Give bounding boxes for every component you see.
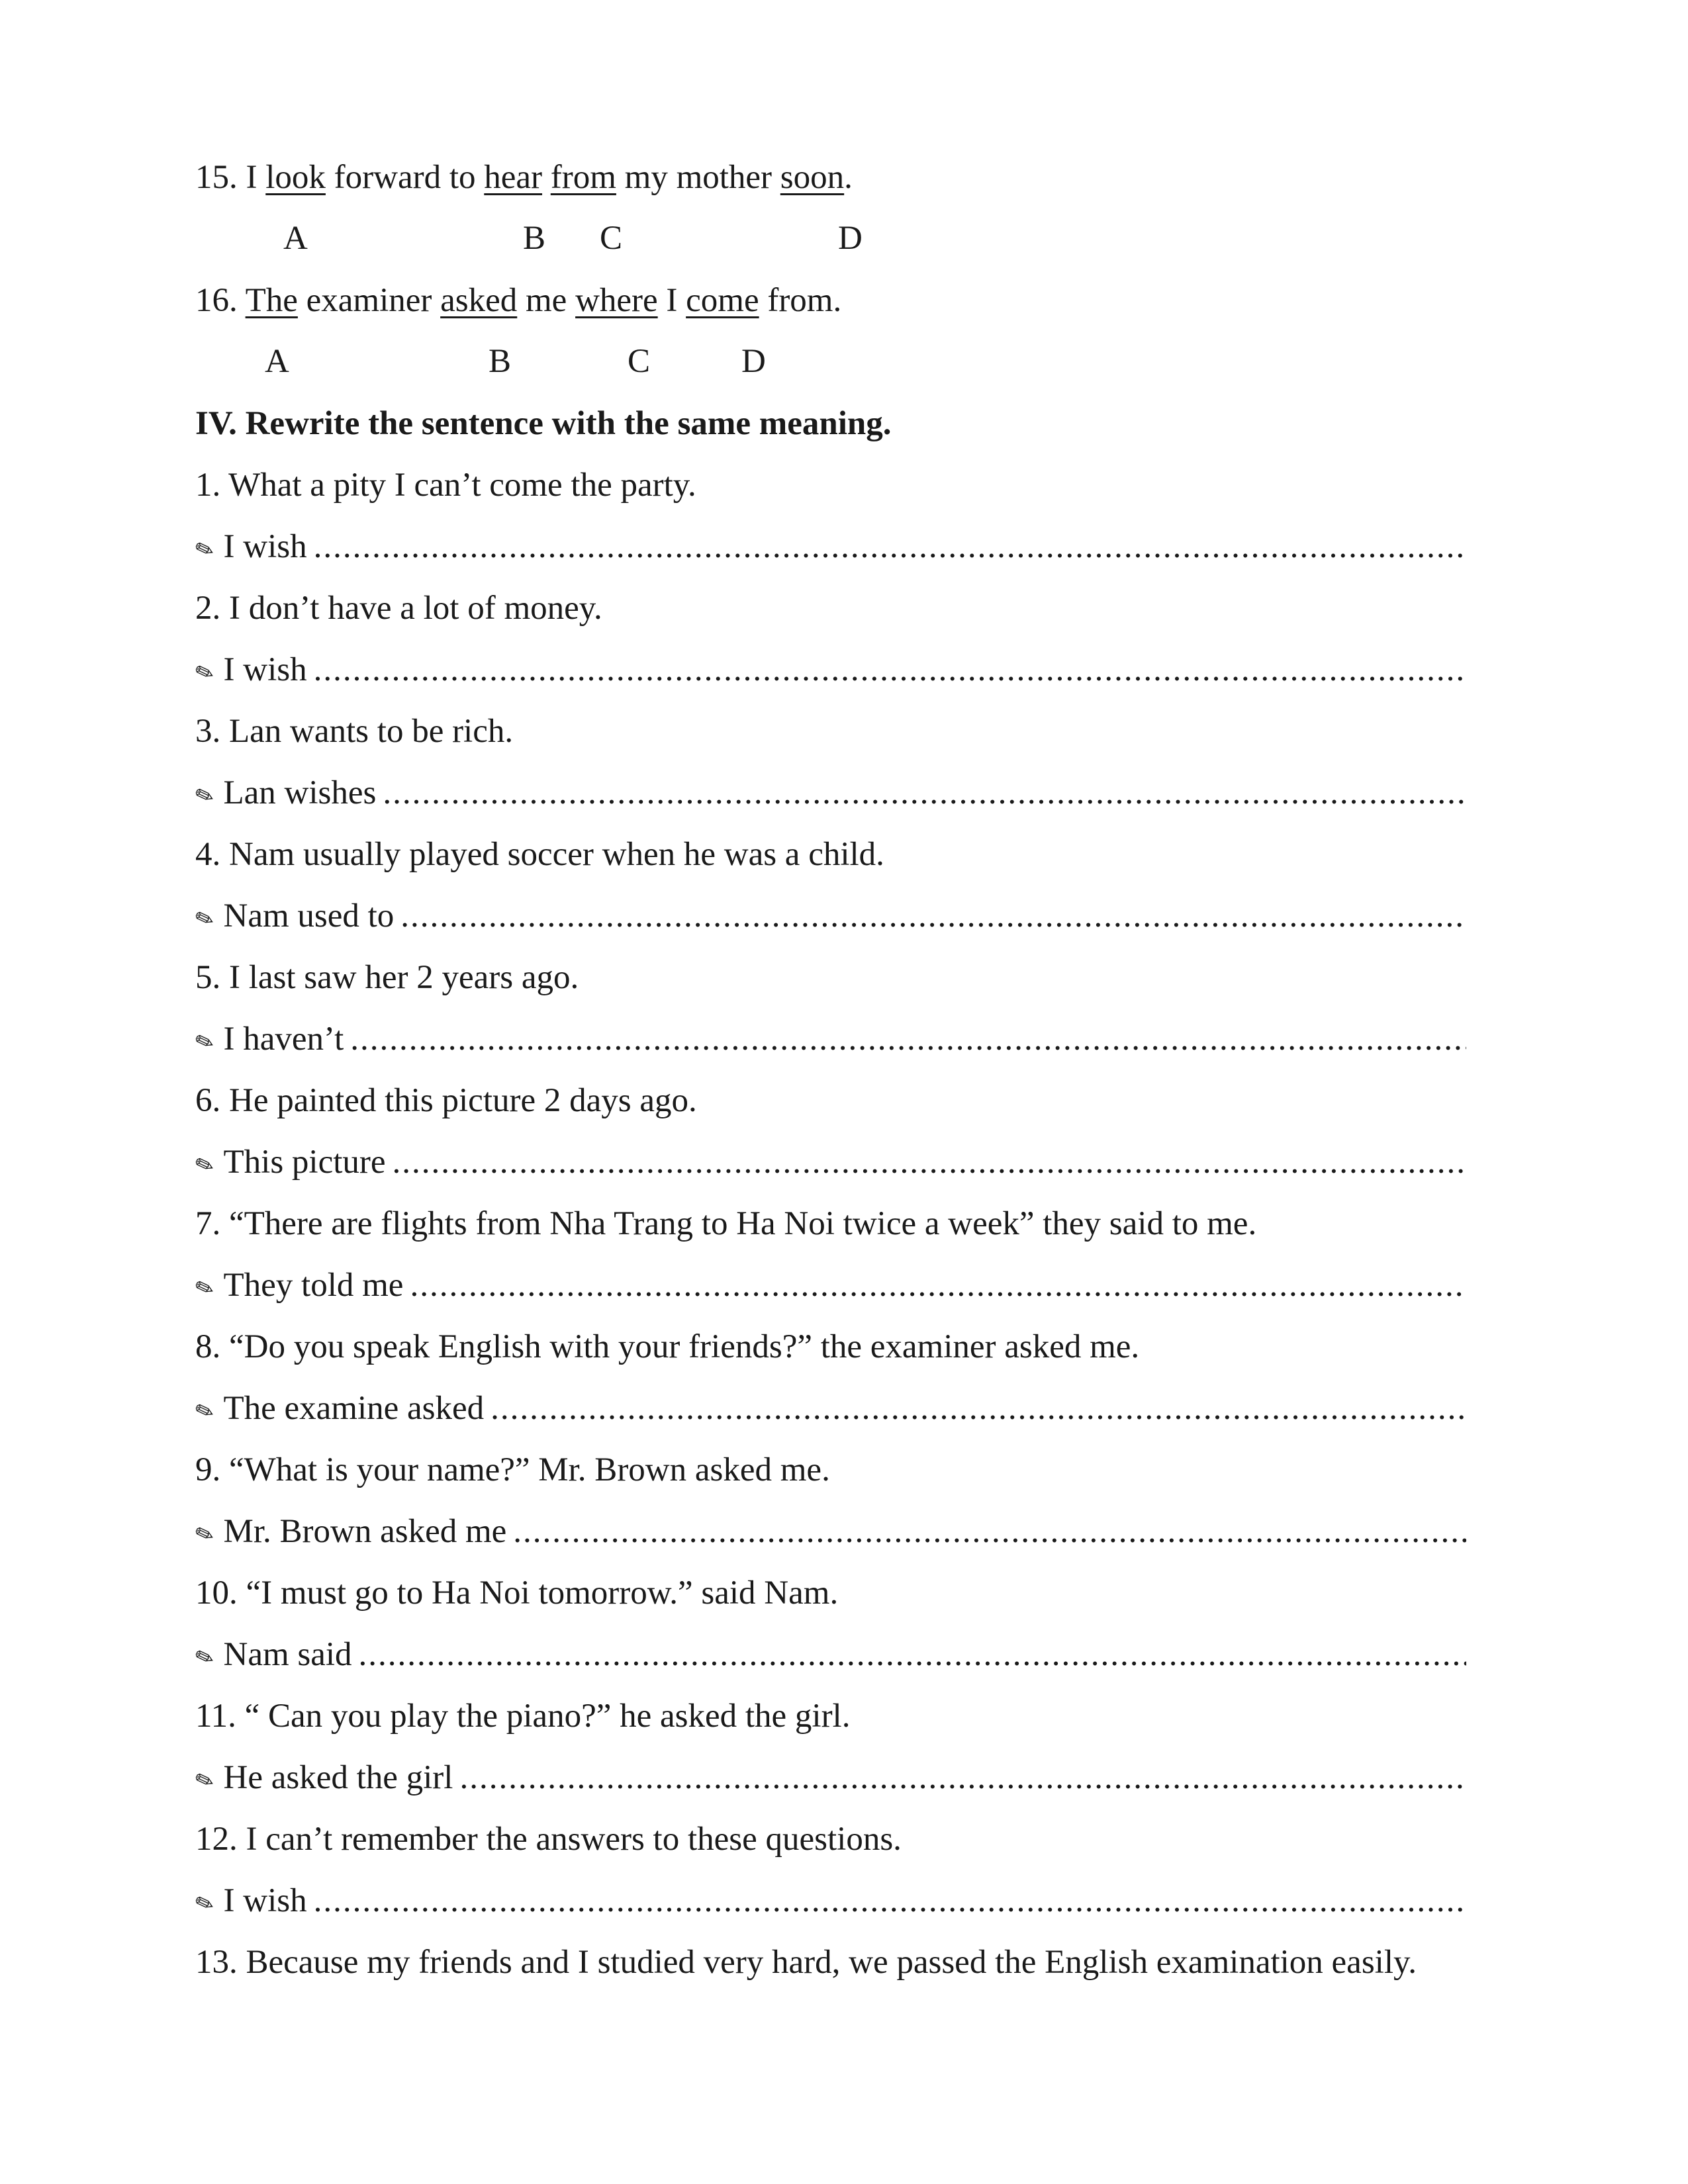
question-text: forward to (334, 159, 476, 196)
question-16 (195, 281, 841, 320)
question-11: 11. “ Can you play the piano?” he asked the girl. (195, 1698, 851, 1735)
answer-line-10[interactable] (191, 1635, 1466, 1674)
question-text: I (246, 159, 258, 196)
pencil-icon: ✎ (191, 1026, 218, 1058)
pencil-icon: ✎ (191, 1765, 218, 1797)
answer-prompt: The examine asked (223, 1390, 485, 1427)
question-1: 1. What a pity I can’t come the party. (195, 467, 696, 504)
question-number: 16. (195, 282, 238, 319)
option-letter-d: D (838, 220, 863, 257)
dotted-blank (393, 1142, 1466, 1182)
pencil-icon: ✎ (191, 657, 218, 689)
question-13: 13. Because my friends and I studied very hard, we passed the English examination easily. (195, 1944, 1417, 1981)
answer-line-1[interactable] (191, 527, 1466, 567)
question-5: 5. I last saw her 2 years ago. (195, 959, 579, 996)
dotted-blank (350, 1019, 1466, 1059)
question-text: examiner (306, 282, 432, 319)
answer-line-7[interactable] (191, 1265, 1466, 1305)
answer-prompt: He asked the girl (223, 1759, 453, 1796)
question-15 (195, 158, 853, 197)
question-16-option-letters (0, 341, 1688, 381)
question-12: 12. I can’t remember the answers to these questions. (195, 1821, 902, 1858)
dotted-blank (314, 650, 1466, 690)
option-c-underlined: where (575, 282, 658, 319)
dotted-blank (513, 1512, 1466, 1551)
pencil-icon: ✎ (191, 903, 218, 935)
pencil-icon: ✎ (191, 1888, 218, 1920)
option-b-underlined: asked (440, 282, 518, 319)
dotted-blank (314, 527, 1466, 567)
question-text: my mother (624, 159, 773, 196)
pencil-icon: ✎ (191, 1273, 218, 1304)
question-8: 8. “Do you speak English with your friends?” the examiner asked me. (195, 1328, 1140, 1365)
question-15-option-letters (0, 218, 1688, 258)
question-10: 10. “I must go to Ha Noi tomorrow.” said Nam. (195, 1574, 839, 1612)
pencil-icon: ✎ (191, 1642, 218, 1674)
option-letter-b: B (489, 343, 512, 380)
pencil-icon: ✎ (191, 534, 218, 566)
answer-prompt: I wish (223, 651, 307, 688)
answer-line-9[interactable] (191, 1512, 1466, 1551)
answer-line-6[interactable] (191, 1142, 1466, 1182)
pencil-icon: ✎ (191, 1396, 218, 1428)
option-b-underlined: hear (484, 159, 543, 196)
answer-line-8[interactable] (191, 1388, 1466, 1428)
answer-prompt: I wish (223, 528, 307, 565)
answer-prompt: I haven’t (223, 1021, 344, 1058)
option-c-underlined: from (550, 159, 616, 196)
answer-prompt: Nam said (223, 1636, 352, 1673)
pencil-icon: ✎ (191, 780, 218, 812)
option-letter-c: C (600, 220, 623, 257)
question-3: 3. Lan wants to be rich. (195, 713, 514, 750)
option-d-underlined: come (686, 282, 759, 319)
option-letter-b: B (523, 220, 546, 257)
answer-line-2[interactable] (191, 650, 1466, 690)
dotted-blank (359, 1635, 1466, 1674)
question-6: 6. He painted this picture 2 days ago. (195, 1082, 697, 1119)
answer-line-5[interactable] (191, 1019, 1466, 1059)
answer-line-3[interactable] (191, 773, 1466, 813)
pencil-icon: ✎ (191, 1150, 218, 1181)
answer-prompt: This picture (223, 1144, 386, 1181)
answer-prompt: Lan wishes (223, 774, 377, 811)
question-text: I (666, 282, 678, 319)
question-9: 9. “What is your name?” Mr. Brown asked me. (195, 1451, 830, 1488)
option-letter-a: A (283, 220, 308, 257)
answer-line-11[interactable] (191, 1758, 1466, 1797)
answer-prompt: They told me (223, 1267, 404, 1304)
dotted-blank (491, 1388, 1466, 1428)
question-2: 2. I don’t have a lot of money. (195, 590, 602, 627)
option-letter-d: D (741, 343, 766, 380)
question-text: . (844, 159, 853, 196)
answer-prompt: Mr. Brown asked me (223, 1513, 507, 1550)
question-text: me (526, 282, 567, 319)
answer-prompt: I wish (223, 1882, 307, 1919)
answer-line-4[interactable] (191, 896, 1466, 936)
dotted-blank (459, 1758, 1466, 1797)
option-d-underlined: soon (780, 159, 845, 196)
option-letter-a: A (265, 343, 289, 380)
question-number: 15. (195, 159, 238, 196)
section-heading: IV. Rewrite the sentence with the same meaning. (195, 405, 892, 442)
question-4: 4. Nam usually played soccer when he was a child. (195, 836, 884, 873)
pencil-icon: ✎ (191, 1519, 218, 1551)
answer-prompt: Nam used to (223, 897, 395, 934)
dotted-blank (383, 773, 1466, 813)
dotted-blank (400, 896, 1466, 936)
option-a-underlined: look (265, 159, 326, 196)
dotted-blank (410, 1265, 1466, 1305)
question-text: from. (767, 282, 842, 319)
option-letter-c: C (628, 343, 651, 380)
question-7: 7. “There are flights from Nha Trang to Ha Noi twice a week” they said to me. (195, 1205, 1257, 1242)
dotted-blank (314, 1881, 1466, 1921)
option-a-underlined: The (245, 282, 298, 319)
answer-line-12[interactable] (191, 1881, 1466, 1921)
